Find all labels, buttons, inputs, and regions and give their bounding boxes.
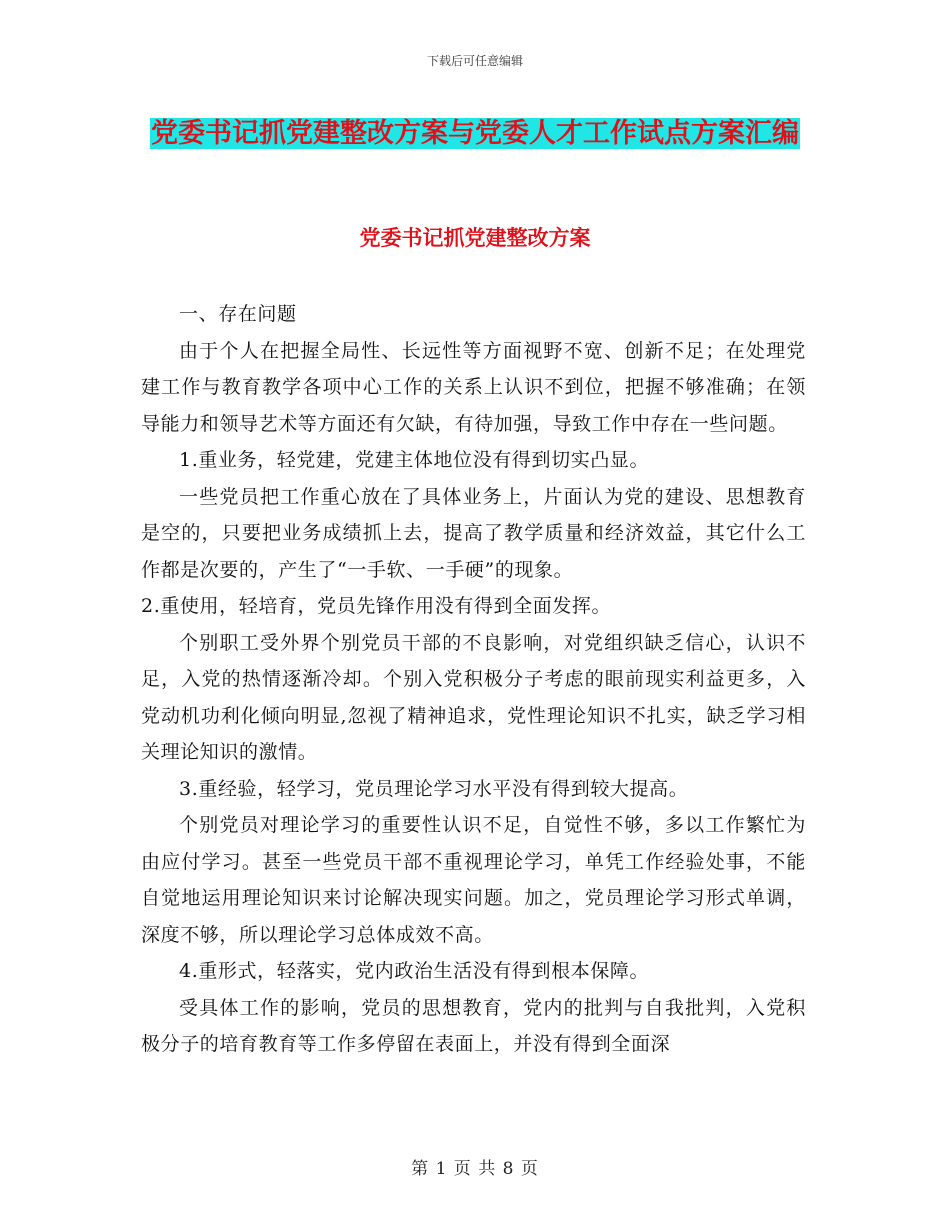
paragraph: 受具体工作的影响，党员的思想教育，党内的批判与自我批判，入党积极分子的培育教育等工作多停留在表面上，并没有得到全面深 (141, 996, 806, 1055)
paragraph: 个别职工受外界个别党员干部的不良影响，对党组织缺乏信心，认识不足，入党的热情逐渐冷却。个别入党积极分子考虑的眼前现实利益更多，入党动机功利化倾向明显,忽视了精神追求，党性理论知识不扎实，缺乏学习相关理论知识的激情。 (141, 631, 806, 763)
paragraph: 由于个人在把握全局性、长远性等方面视野不宽、创新不足；在处理党建工作与教育教学各项中心工作的关系上认识不到位，把握不够准确；在领导能力和领导艺术等方面还有欠缺，有待加强，导致工作中存在一些问题。 (141, 339, 806, 435)
paragraph-heading: 一、存在问题 (179, 303, 297, 325)
paragraph-subheading: 2.重使用，轻培育，党员先锋作用没有得到全面发挥。 (141, 595, 612, 617)
document-title (140, 110, 810, 158)
document-title-text: 党委书记抓党建整改方案与党委人才工作试点方案汇编 (151, 118, 799, 149)
document-body (141, 296, 806, 1063)
paragraph: 个别党员对理论学习的重要性认识不足，自觉性不够，多以工作繁忙为由应付学习。甚至一些党员干部不重视理论学习，单凭工作经验处事，不能自觉地运用理论知识来讨论解决现实问题。加之，党员理论学习形式单调，深度不够，所以理论学习总体成效不高。 (141, 814, 806, 946)
paragraph-subheading: 3.重经验，轻学习，党员理论学习水平没有得到较大提高。 (179, 777, 689, 800)
page-header: 下载后可任意编辑 (426, 54, 523, 68)
section-title: 党委书记抓党建整改方案 (359, 226, 591, 250)
paragraph-subheading: 4.重形式，轻落实，党内政治生活没有得到根本保障。 (179, 960, 650, 982)
paragraph: 一些党员把工作重心放在了具体业务上，片面认为党的建设、思想教育是空的，只要把业务成绩抓上去，提高了教学质量和经济效益，其它什么工作都是次要的，产生了“一手软、一手硬”的现象。 (141, 485, 806, 581)
paragraph-subheading: 1.重业务，轻党建，党建主体地位没有得到切实凸显。 (179, 449, 650, 471)
page-footer: 第 1 页 共 8 页 (411, 1159, 539, 1179)
